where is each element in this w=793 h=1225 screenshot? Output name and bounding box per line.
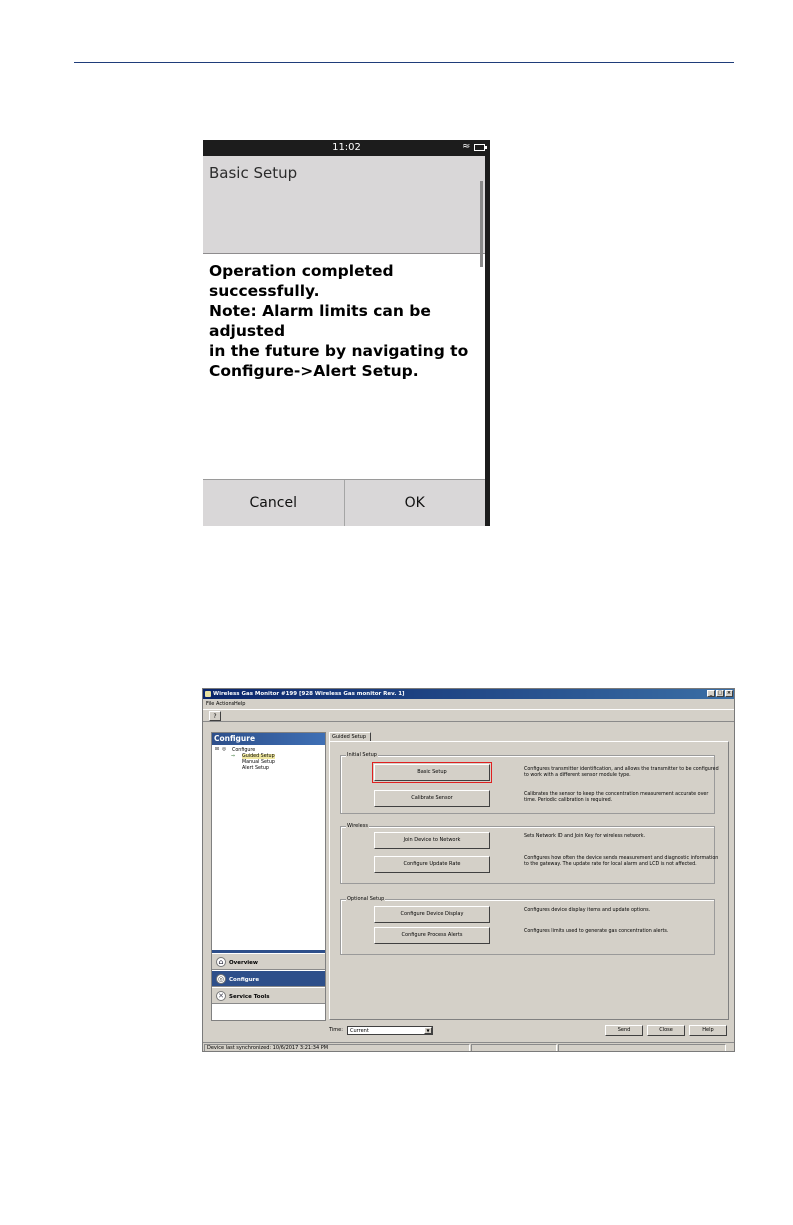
close-window-button[interactable]: × [726, 690, 732, 696]
arrow-right-icon: ⇒ [231, 754, 236, 759]
ok-button[interactable]: OK [344, 480, 486, 526]
join-device-button[interactable]: Join Device to Network [374, 832, 490, 849]
device-display-button[interactable]: Configure Device Display [374, 906, 490, 923]
status-bar [203, 140, 490, 156]
initial-setup-group [340, 752, 719, 814]
header-rule [74, 62, 734, 63]
screen-edge [485, 156, 490, 526]
context-help-icon[interactable]: ? [209, 711, 221, 721]
navigation-pane [211, 732, 326, 1021]
cancel-button[interactable]: Cancel [249, 495, 297, 511]
optional-setup-group [340, 896, 715, 955]
title-panel [203, 156, 485, 254]
app-icon [205, 691, 211, 697]
minimize-button[interactable]: _ [707, 690, 715, 697]
nav-service-tools-button[interactable]: ✕ Service Tools [212, 987, 325, 1004]
update-rate-description: Configures how often the device sends measurement and diagnostic information to the gateway. The update rate for local alarm and LCD is not affected. [524, 856, 719, 867]
window-title: Wireless Gas Monitor #199 [928 Wireless Gas monitor Rev. 1] [213, 691, 405, 697]
configure-icon: ◎ [217, 975, 225, 983]
tree-expand-icon[interactable]: ⊟ [215, 747, 220, 752]
result-message: Operation completed successfully. Note: Alarm limits can be adjusted in the future by navigating to Configure->Alert Setup. [209, 262, 469, 380]
screen-title: Basic Setup [209, 164, 298, 182]
time-label: Time: [329, 1027, 343, 1033]
help-button[interactable]: Help [689, 1025, 727, 1036]
wifi-icon: ≈ [462, 141, 471, 152]
time-select[interactable] [347, 1026, 433, 1035]
status-cell [558, 1044, 726, 1052]
menu-actions[interactable]: Actions [216, 701, 235, 707]
bottom-bar [329, 1025, 729, 1037]
maximize-button[interactable]: □ [717, 690, 723, 696]
close-button[interactable]: Close [647, 1025, 685, 1036]
tree-item-manual-setup[interactable]: Manual Setup [242, 760, 275, 765]
tree-item-configure[interactable]: Configure [232, 748, 256, 753]
group-label: Optional Setup [347, 896, 385, 902]
process-alerts-button[interactable]: Configure Process Alerts [374, 927, 490, 944]
toolbar [203, 709, 734, 722]
group-label: Wireless [347, 823, 368, 829]
calibrate-description: Calibrates the sensor to keep the concentration measurement accurate over time. Periodic calibration is required. [524, 792, 709, 803]
guided-setup-panel [329, 741, 729, 1020]
join-description: Sets Network ID and Join Key for wireless network. [524, 834, 646, 839]
status-cell [471, 1044, 557, 1052]
basic-setup-description: Configures transmitter identification, and allows the transmitter to be configured to work with a different sensor module type. [524, 767, 719, 778]
nav-configure-button[interactable]: ◎ Configure [212, 970, 325, 987]
menu-file[interactable]: File [206, 701, 215, 707]
button-bar [203, 479, 485, 526]
handheld-screen [203, 140, 490, 526]
basic-setup-button[interactable]: Basic Setup [374, 764, 490, 781]
tree-item-alert-setup[interactable]: Alert Setup [242, 766, 269, 771]
nav-header: Configure [212, 733, 325, 745]
sync-status: Device last synchronized: 10/6/2017 3:21:34 PM [204, 1044, 470, 1052]
send-button[interactable]: Send [605, 1025, 643, 1036]
tab-guided-setup[interactable]: Guided Setup [329, 732, 371, 741]
calibrate-sensor-button[interactable]: Calibrate Sensor [374, 790, 490, 807]
menu-help[interactable]: Help [234, 701, 246, 707]
menu-bar [203, 700, 734, 708]
chevron-down-icon[interactable]: ▼ [424, 1027, 432, 1034]
update-rate-button[interactable]: Configure Update Rate [374, 856, 490, 873]
nav-overview-button[interactable]: ⌂ Overview [212, 953, 325, 970]
highlight-box [372, 762, 492, 783]
wireless-group [340, 823, 719, 884]
time-value: Current [350, 1028, 369, 1034]
scrollbar[interactable] [480, 181, 483, 267]
process-alerts-description: Configures limits used to generate gas concentration alerts. [524, 929, 669, 934]
overview-icon: ⌂ [216, 957, 226, 967]
ams-window [202, 688, 735, 1052]
battery-icon [474, 144, 485, 151]
configure-icon: ◎ [222, 747, 227, 752]
tools-icon: ✕ [216, 991, 226, 1001]
clock: 11:02 [332, 142, 361, 153]
device-display-description: Configures device display items and update options. [524, 908, 651, 913]
tree-item-guided-setup[interactable]: Guided Setup [242, 754, 275, 759]
title-bar [203, 689, 734, 699]
status-bar [203, 1042, 734, 1052]
group-label: Initial Setup [347, 752, 377, 758]
